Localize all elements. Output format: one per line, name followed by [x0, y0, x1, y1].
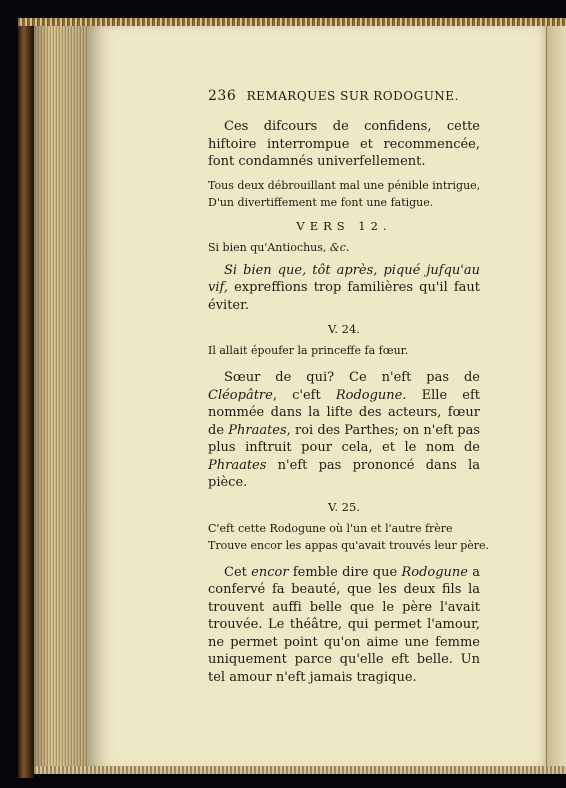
page-edges	[34, 26, 90, 768]
running-title: REMARQUES SUR RODOGUNE.	[246, 89, 459, 103]
book-bottom-edge	[34, 766, 566, 774]
verse-quote-1-line-1: Tous deux débrouillant mal une pénible intrigue,	[208, 178, 481, 192]
verse-quote-2: Si bien qu'Antiochus, &c.	[208, 240, 350, 254]
verse-reference-1: VERS 12.	[296, 218, 392, 233]
verse-reference-2: V. 24.	[328, 322, 360, 336]
verse-reference-3: V. 25.	[328, 499, 360, 514]
verse-quote-4-line-1: C'eft cette Rodogune où l'un et l'autre frère	[208, 521, 453, 535]
facing-page-edge	[546, 26, 566, 768]
page-number: 236	[208, 88, 237, 104]
page-text	[208, 88, 490, 686]
verse-quote-4-line-2: Trouve encor les appas qu'avait trouvés leur père.	[208, 538, 490, 552]
paragraph-3: Sœur de qui? Ce n'eft pas de Cléopâtre, c'eft Rodogune. Elle eft nommée dans la lifte des acteurs, fœur de Phraates, roi des Parthes; on n'eft pas plus inftruit pour cela, et le nom de Phraates n'eft pas prononcé dans la pièce.	[208, 370, 481, 490]
paragraph-4: Cet encor femble dire que Rodogune a confervé fa beauté, que les deux fils la trouvent auffi belle que le père l'avait trouvée. Le théâtre, qui permet l'amour, ne permet point qu'on aime une femme uniquement parce qu'elle eft belle. Un tel amour n'eft jamais tragique.	[208, 564, 481, 685]
verse-quote-3: Il allait époufer la princeffe fa fœur.	[208, 344, 409, 357]
verse-quote-1-line-2: D'un divertiffement me font une fatigue.	[208, 195, 434, 209]
paragraph-2: Si bien que, tôt après, piqué jufqu'au vif, expreffions trop familières qu'il faut éviter.	[208, 262, 480, 313]
running-header	[208, 88, 480, 104]
book-spine	[18, 26, 34, 778]
paragraph-1: Ces difcours de confidens, cette hiftoire interrompue et recommencée, font condamnés univerfellement.	[208, 119, 480, 169]
